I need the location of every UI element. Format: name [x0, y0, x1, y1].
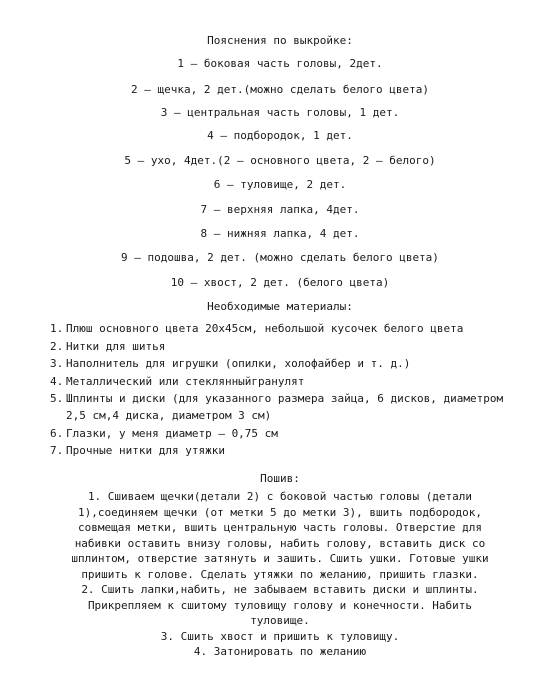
material-item: 1. Плюш основного цвета 20х45см, небольшой кусочек белого цвета [50, 322, 464, 335]
sewing-line: 1),соединяем щечки (от метки 5 до метки 3), вшить подбородок, [78, 506, 482, 519]
material-item: 3. Наполнитель для игрушки (опилки, холофайбер и т. д.) [50, 357, 411, 370]
part-item: 4 – подбородок, 1 дет. [207, 129, 353, 142]
pattern-notes-title: Пояснения по выкройке: [207, 34, 353, 47]
sewing-line: 4. Затонировать по желанию [193, 645, 367, 658]
sewing-title: Пошив: [260, 472, 300, 485]
sewing-line: 2. Сшить лапки,набить, не забываем вставить диски и шплинты. [81, 583, 479, 596]
part-item: 7 – верхняя лапка, 4дет. [200, 203, 360, 216]
sewing-line: набивки оставить внизу головы, набить голову, вставить диск со [74, 537, 486, 550]
part-item: 3 – центральная часть головы, 1 дет. [160, 106, 400, 119]
material-item-continuation: 2,5 см,4 диска, диаметром 3 см) [66, 409, 272, 422]
part-item: 8 – нижняя лапка, 4 дет. [200, 227, 360, 240]
sewing-line: 1. Сшиваем щечки(детали 2) с боковой частью головы (детали [87, 490, 473, 503]
material-item: 7. Прочные нитки для утяжки [50, 444, 225, 457]
sewing-line: шплинтом, отверстие затянуть и зашить. Сшить ушки. Готовые ушки [71, 552, 489, 565]
part-item: 10 – хвост, 2 дет. (белого цвета) [170, 276, 390, 289]
material-item: 5. Шплинты и диски (для указанного размера зайца, 6 дисков, диаметром [50, 392, 504, 405]
part-item: 6 – туловище, 2 дет. [213, 178, 347, 191]
sewing-line: Прикрепляем к сшитому туловищу голову и конечности. Набить [87, 599, 473, 612]
sewing-line: пришить к голове. Сделать утяжки по желанию, пришить глазки. [81, 568, 479, 581]
materials-title: Необходимые материалы: [207, 300, 353, 313]
part-item: 1 – боковая часть головы, 2дет. [177, 57, 383, 70]
part-item: 5 – ухо, 4дет.(2 – основного цвета, 2 – белого) [124, 154, 436, 167]
material-item: 2. Нитки для шитья [50, 340, 166, 353]
sewing-line: туловище. [250, 614, 310, 627]
material-item: 4. Металлический или стеклянныйгранулят [50, 375, 305, 388]
part-item: 2 – щечка, 2 дет.(можно сделать белого цвета) [130, 83, 429, 96]
sewing-line: совмещая метки, вшить центральную часть головы. Отверстие для [78, 521, 482, 534]
material-item: 6. Глазки, у меня диаметр – 0,75 см [50, 427, 278, 440]
part-item: 9 – подошва, 2 дет. (можно сделать белого цвета) [121, 251, 439, 264]
sewing-line: 3. Сшить хвост и пришить к туловищу. [160, 630, 400, 643]
